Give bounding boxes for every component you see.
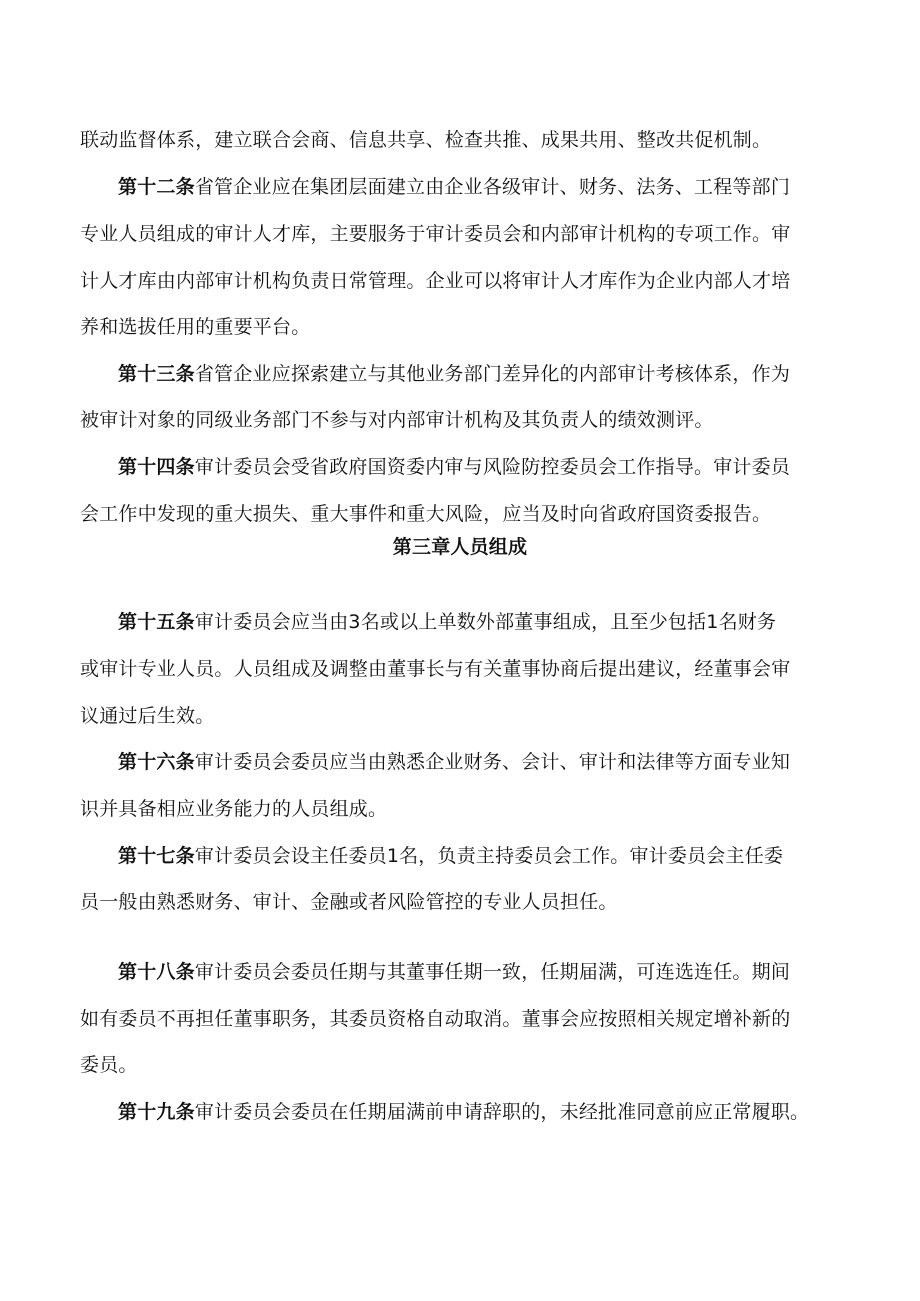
article-18 (118, 960, 790, 984)
text-line (80, 797, 387, 821)
line-text: 审计委员会受省政府国资委内审与风险防控委员会工作指导。审计委员 (194, 456, 791, 478)
text-line (80, 128, 771, 152)
article-16 (118, 750, 790, 774)
text-line (80, 222, 790, 246)
line-text: 审计委员会设主任委员1名，负责主持委员会工作。审计委员会主任委 (194, 845, 784, 867)
line-text: 识并具备相应业务能力的人员组成。 (80, 798, 388, 820)
article-label: 第十四条 (118, 456, 195, 478)
article-label: 第十三条 (118, 363, 195, 385)
text-line (80, 315, 310, 339)
article-17 (118, 844, 783, 868)
line-text: 省管企业应探索建立与其他业务部门差异化的内部审计考核体系，作为 (194, 363, 791, 385)
article-13 (118, 362, 790, 386)
line-text: 联动监督体系，建立联合会商、信息共享、检查共推、成果共用、整改共促机制。 (80, 129, 772, 151)
line-text: 委员。 (80, 1054, 138, 1076)
line-text: 养和选拔任用的重要平台。 (80, 316, 311, 338)
article-label: 第十七条 (118, 845, 195, 867)
chapter-heading-text: 第三章人员组成 (392, 536, 528, 558)
text-line (80, 1007, 790, 1031)
text-line (80, 269, 790, 293)
line-text: 员一般由熟悉财务、审计、金融或者风险管控的专业人员担任。 (80, 891, 618, 913)
text-line (80, 890, 618, 914)
line-text: 被审计对象的同级业务部门不参与对内部审计机构及其负责人的绩效测评。 (80, 409, 714, 431)
article-12 (118, 175, 790, 199)
text-line (80, 502, 771, 526)
article-15 (118, 610, 776, 634)
text-line (80, 1053, 138, 1077)
article-19 (118, 1100, 809, 1124)
line-text: 或审计专业人员。人员组成及调整由董事长与有关董事协商后提出建议，经董事会审 (80, 658, 791, 680)
line-text: 计人才库由内部审计机构负责日常管理。企业可以将审计人才库作为企业内部人才培 (80, 270, 791, 292)
article-label: 第十九条 (118, 1101, 195, 1123)
article-14 (118, 455, 790, 479)
line-text: 会工作中发现的重大损失、重大事件和重大风险，应当及时向省政府国资委报告。 (80, 503, 772, 525)
line-text: 议通过后生效。 (80, 705, 215, 727)
line-text: 审计委员会委员应当由熟悉企业财务、会计、审计和法律等方面专业知 (194, 751, 791, 773)
line-text: 省管企业应在集团层面建立由企业各级审计、财务、法务、工程等部门 (194, 176, 791, 198)
line-text: 如有委员不再担任董事职务，其委员资格自动取消。董事会应按照相关规定增补新的 (80, 1008, 791, 1030)
text-line (80, 657, 790, 681)
chapter-heading (0, 535, 920, 559)
line-text: 专业人员组成的审计人才库，主要服务于审计委员会和内部审计机构的专项工作。审 (80, 223, 791, 245)
line-text: 审计委员会委员任期与其董事任期一致，任期届满，可连选连任。期间 (194, 961, 791, 983)
article-label: 第十六条 (118, 751, 195, 773)
text-line (80, 408, 714, 432)
article-label: 第十二条 (118, 176, 195, 198)
text-line (80, 704, 214, 728)
line-text: 审计委员会应当由3名或以上单数外部董事组成，且至少包括1名财务 (194, 611, 777, 633)
article-label: 第十五条 (118, 611, 195, 633)
line-text: 审计委员会委员在任期届满前申请辞职的，未经批准同意前应正常履职。 (194, 1101, 810, 1123)
article-label: 第十八条 (118, 961, 195, 983)
